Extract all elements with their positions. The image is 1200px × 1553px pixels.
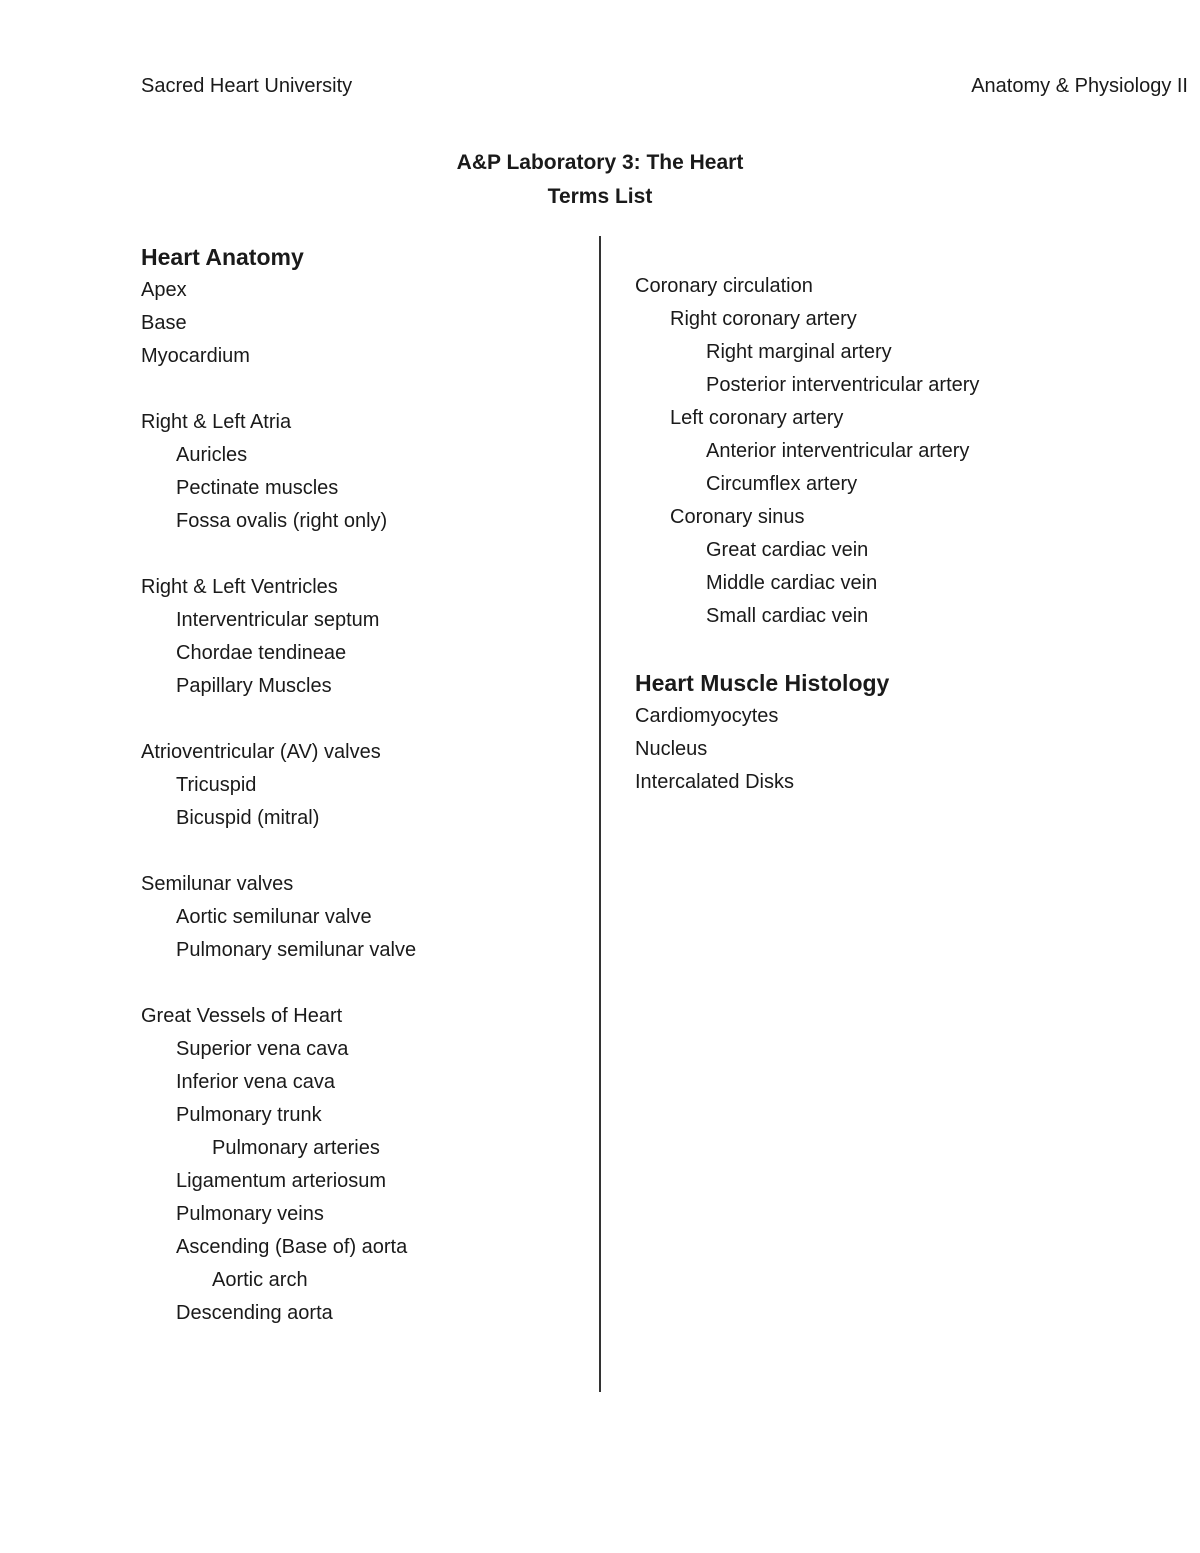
term-item: Pulmonary veins <box>176 1203 324 1225</box>
term-item: Cardiomyocytes <box>635 705 779 727</box>
term-item: Aortic semilunar valve <box>176 906 372 928</box>
term-group-label: Right & Left Ventricles <box>141 576 338 598</box>
title-line-1: A&P Laboratory 3: The Heart <box>456 151 744 174</box>
term-group-label: Coronary circulation <box>635 275 813 297</box>
term-item: Right marginal artery <box>706 341 892 363</box>
term-item: Pulmonary trunk <box>176 1104 322 1126</box>
section-heading-heart-anatomy: Heart Anatomy <box>141 244 304 270</box>
term-item: Right coronary artery <box>670 308 857 330</box>
term-item: Anterior interventricular artery <box>706 440 970 462</box>
term-item: Posterior interventricular artery <box>706 374 980 396</box>
term-item: Nucleus <box>635 738 708 760</box>
term-item: Papillary Muscles <box>176 675 332 697</box>
term-item: Fossa ovalis (right only) <box>176 510 388 532</box>
term-group-label: Atrioventricular (AV) valves <box>141 741 381 763</box>
term-item: Superior vena cava <box>176 1038 349 1060</box>
term-item: Great cardiac vein <box>706 539 869 561</box>
term-item: Ligamentum arteriosum <box>176 1170 387 1192</box>
title-line-2: Terms List <box>547 185 653 208</box>
left-column <box>141 240 581 1330</box>
term-item: Aortic arch <box>212 1269 308 1291</box>
term-item: Coronary sinus <box>670 506 805 528</box>
section-heading-histology: Heart Muscle Histology <box>635 670 890 696</box>
term-item: Bicuspid (mitral) <box>176 807 320 829</box>
term-item: Apex <box>141 279 187 301</box>
term-item: Left coronary artery <box>670 407 844 429</box>
term-item: Intercalated Disks <box>635 771 794 793</box>
right-column <box>635 270 1175 799</box>
term-group-label: Great Vessels of Heart <box>141 1005 343 1027</box>
term-group-label: Right & Left Atria <box>141 411 292 433</box>
header-institution: Sacred Heart University <box>141 75 353 97</box>
term-item: Interventricular septum <box>176 609 380 631</box>
term-item: Inferior vena cava <box>176 1071 335 1093</box>
term-item: Pulmonary arteries <box>212 1137 380 1159</box>
term-item: Myocardium <box>141 345 250 367</box>
term-item: Ascending (Base of) aorta <box>176 1236 408 1258</box>
term-item: Base <box>141 312 187 334</box>
term-item: Middle cardiac vein <box>706 572 878 594</box>
term-item: Circumflex artery <box>706 473 858 495</box>
term-item: Descending aorta <box>176 1302 333 1324</box>
column-divider <box>599 236 601 1392</box>
term-item: Chordae tendineae <box>176 642 347 664</box>
term-item: Small cardiac vein <box>706 605 869 627</box>
term-item: Pulmonary semilunar valve <box>176 939 417 961</box>
term-item: Tricuspid <box>176 774 257 796</box>
header-course: Anatomy & Physiology II <box>971 75 1188 97</box>
term-item: Auricles <box>176 444 248 466</box>
document-title <box>0 146 1200 214</box>
term-item: Pectinate muscles <box>176 477 339 499</box>
term-group-label: Semilunar valves <box>141 873 294 895</box>
